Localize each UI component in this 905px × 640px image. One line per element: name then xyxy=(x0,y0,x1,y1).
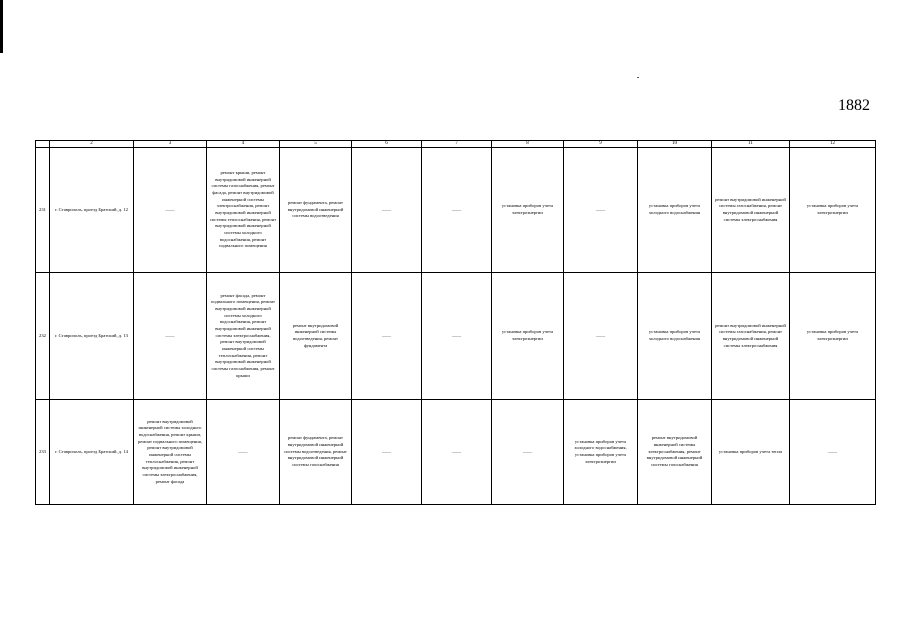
cell-col5: ремонт внутридомовой инженерной системы водоотведения, ремонт фундамента xyxy=(280,273,352,400)
address-cell: г. Ставрополь, проезд Братский, д. 14 xyxy=(50,400,134,505)
cell-col12: —— xyxy=(790,400,876,505)
column-number: 3 xyxy=(134,141,207,148)
address-cell: г. Ставрополь, проезд Братский, д. 13 xyxy=(50,273,134,400)
row-number: 231 xyxy=(36,148,50,273)
table-row xyxy=(36,273,876,400)
cell-col11: установка приборов учета тепла xyxy=(712,400,790,505)
column-number: 2 xyxy=(50,141,134,148)
cell-col12: установка приборов учета электроэнергии xyxy=(790,148,876,273)
column-number: 11 xyxy=(712,141,790,148)
cell-col10: установка приборов учета холодного водоснабжения xyxy=(638,148,712,273)
cell-col10: ремонт внутридомовой инженерной системы электроснабжения, ремонт внутридомовой инженерной системы газоснабжения xyxy=(638,400,712,505)
table-row xyxy=(36,400,876,505)
cell-col4: ремонт фасада, ремонт подвального помещения, ремонт внутридомовой инженерной системы холодного водоснабжения, ремонт внутридомовой инженерной системы электроснабжения, ремонт внутридомовой инженерной системы теплоснабжения, ремонт внутридомовой инженерной системы газоснабжения, ремонт крыши xyxy=(207,273,280,400)
column-number-row xyxy=(36,141,876,148)
cell-col9: —— xyxy=(564,148,638,273)
scan-speck xyxy=(637,77,639,78)
cell-col11: ремонт внутридомовой инженерной системы газоснабжения, ремонт внутридомовой инженерной системы электроснабжения xyxy=(712,148,790,273)
column-number: 10 xyxy=(638,141,712,148)
column-number: 9 xyxy=(564,141,638,148)
table-row xyxy=(36,148,876,273)
row-number: 232 xyxy=(36,273,50,400)
cell-col4: ремонт крыши, ремонт внутридомовой инженерной системы газоснабжения, ремонт фасада, ремонт внутридомовой инженерной системы электроснабжения, ремонт внутридомовой инженерной системы теплоснабжения, ремонт внутридомовой инженерной системы холодного водоснабжения, ремонт подвального помещения xyxy=(207,148,280,273)
cell-col7: —— xyxy=(422,273,492,400)
cell-col8: установка приборов учета электроэнергии xyxy=(492,273,564,400)
column-number-blank xyxy=(36,141,50,148)
cell-col7: —— xyxy=(422,400,492,505)
column-number: 5 xyxy=(280,141,352,148)
cell-col6: —— xyxy=(352,148,422,273)
address-cell: г. Ставрополь, проезд Братский, д. 12 xyxy=(50,148,134,273)
cell-col10: установка приборов учета холодного водоснабжения xyxy=(638,273,712,400)
cell-col5: ремонт фундамента, ремонт внутридомовой инженерной системы водоотведения xyxy=(280,148,352,273)
cell-col8: —— xyxy=(492,400,564,505)
cell-col8: установка приборов учета электроэнергии xyxy=(492,148,564,273)
cell-col6: —— xyxy=(352,273,422,400)
cell-col6: —— xyxy=(352,400,422,505)
cell-col7: —— xyxy=(422,148,492,273)
row-number: 233 xyxy=(36,400,50,505)
cell-col5: ремонт фундамента, ремонт внутридомовой инженерной системы водоотведения, ремонт внутридомовой инженерной системы газоснабжения xyxy=(280,400,352,505)
column-number: 8 xyxy=(492,141,564,148)
cell-col3: ремонт внутридомовой инженерной системы холодного водоснабжения, ремонт крыши, ремонт подвального помещения, ремонт внутридомовой инженерной системы теплоснабжения, ремонт внутридомовой инженерной системы электроснабжения, ремонт фасада xyxy=(134,400,207,505)
cell-col11: ремонт внутридомовой инженерной системы газоснабжения, ремонт внутридомовой инженерной системы электроснабжения xyxy=(712,273,790,400)
cell-col12: установка приборов учета электроэнергии xyxy=(790,273,876,400)
page-number: 1882 xyxy=(838,97,870,114)
page-edge-mark xyxy=(0,0,3,53)
cell-col9: —— xyxy=(564,273,638,400)
column-number: 4 xyxy=(207,141,280,148)
column-number: 12 xyxy=(790,141,876,148)
column-number: 6 xyxy=(352,141,422,148)
repair-table xyxy=(35,140,876,505)
cell-col9: установка приборов учета холодного водоснабжения, установка приборов учета электроэнергии xyxy=(564,400,638,505)
cell-col3: —— xyxy=(134,148,207,273)
column-number: 7 xyxy=(422,141,492,148)
cell-col3: —— xyxy=(134,273,207,400)
cell-col4: —— xyxy=(207,400,280,505)
